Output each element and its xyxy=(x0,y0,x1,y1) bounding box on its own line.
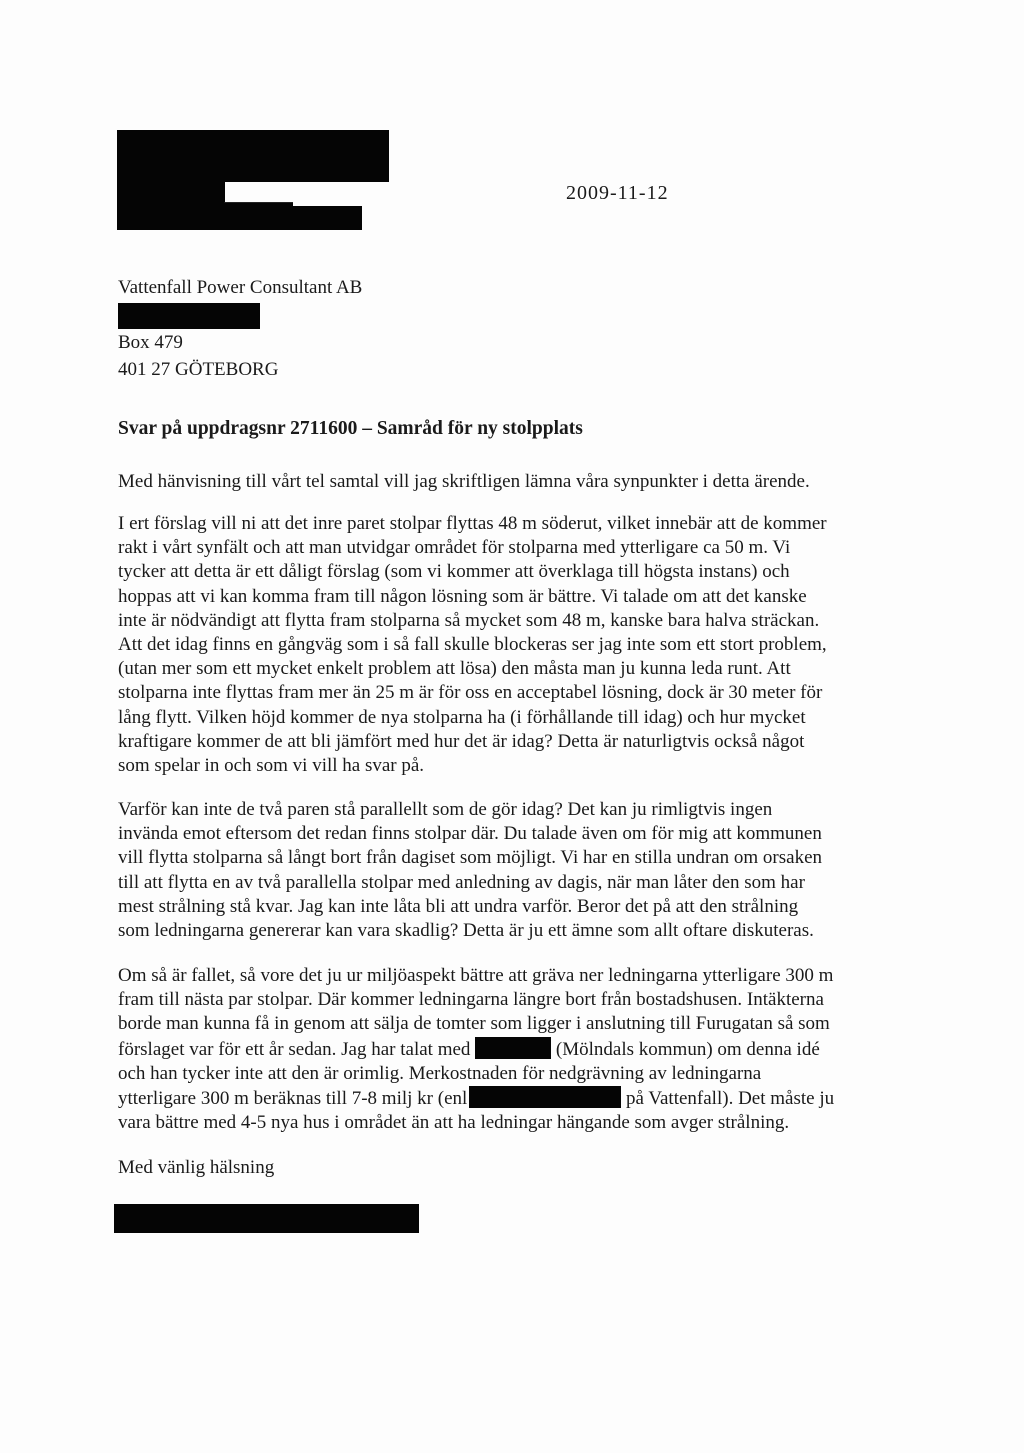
redacted-person-name xyxy=(469,1086,621,1108)
text-line: och han tycker inte att den är orimlig. Merkostnaden för nedgrävning av ledningarna xyxy=(118,1062,762,1084)
redacted-person-name xyxy=(475,1037,551,1059)
text-line: (utan mer som ett mycket enkelt problem att lösa) den måsta man ju kunna leda runt. Att xyxy=(118,658,791,680)
text-line: fram till nästa par stolpar. Där kommer ledningarna längre bort från bostadshusen. Intäkterna xyxy=(118,989,824,1011)
intro-paragraph xyxy=(118,470,908,494)
text-line: lång flytt. Vilken höjd kommer de nya stolparna ha (i förhållande till idag) och hur mycket xyxy=(118,706,806,728)
text-line: Om så är fallet, så vore det ju ur miljöaspekt bättre att gräva ner ledningarna ytterligare 300 m xyxy=(118,965,834,986)
redacted-recipient-contact xyxy=(118,303,260,329)
text-line: som spelar in och som vi vill ha svar på. xyxy=(118,755,425,777)
text-segment: förslaget var för ett år sedan. Jag har talat med xyxy=(118,1038,471,1060)
text-line: stolparna inte flyttas fram mer än 25 m är för oss en acceptabel lösning, dock är 30 meter för xyxy=(118,682,823,704)
intro-line: Med hänvisning till vårt tel samtal vill jag skriftligen lämna våra synpunkter i detta ärende. xyxy=(118,471,810,492)
text-line: till att flytta en av två parallella stolpar med anledning av dagis, när man låter den som har xyxy=(118,871,805,893)
recipient-company: Vattenfall Power Consultant AB xyxy=(118,277,363,298)
text-line: I ert förslag vill ni att det inre paret stolpar flyttas 48 m söderut, vilket innebär att de kommer xyxy=(118,513,827,534)
paragraph-3 xyxy=(118,964,908,1135)
text-line: hoppas att vi kan komma fram till någon lösning som är bättre. Vi talade om att det kanske xyxy=(118,585,807,607)
redacted-sender-address xyxy=(117,130,389,230)
text-line: tycker att detta är ett dåligt förslag (som vi kommer att överklaga till högsta instans) och xyxy=(118,561,790,583)
text-line xyxy=(118,1086,908,1111)
text-line xyxy=(118,1037,908,1062)
recipient-city: 401 27 GÖTEBORG xyxy=(118,359,279,380)
text-line: borde man kunna få in genom att sälja de tomter som ligger i anslutning till Furugatan så som xyxy=(118,1013,830,1035)
text-line: rakt i vårt synfält och att man utvidgar området för stolparna med ytterligare ca 50 m. Vi xyxy=(118,537,791,559)
text-line: mest strålning stå kvar. Jag kan inte låta bli att undra varför. Beror det på att den strålning xyxy=(118,895,799,917)
recipient-address xyxy=(118,274,362,383)
redacted-signature xyxy=(114,1204,419,1233)
closing-salutation: Med vänlig hälsning xyxy=(118,1157,275,1178)
paragraph-1 xyxy=(118,512,908,778)
text-segment: (Mölndals kommun) om denna idé xyxy=(555,1038,820,1060)
text-line: vill flytta stolparna så långt bort från dagiset som möjligt. Vi har en stilla undran om orsaken xyxy=(118,847,823,869)
recipient-box: Box 479 xyxy=(118,332,183,353)
text-line: invända emot eftersom det redan finns stolpar där. Du talade även om för mig att kommunen xyxy=(118,823,822,845)
text-line: kraftigare kommer de att bli jämfört med hur det är idag? Detta är naturligtvis också något xyxy=(118,730,805,752)
paragraph-2 xyxy=(118,798,908,943)
text-segment: på Vattenfall). Det måste ju xyxy=(626,1088,835,1110)
text-line: vara bättre med 4-5 nya hus i området än att ha ledningar hängande som avger strålning. xyxy=(118,1112,790,1134)
text-line: inte är nödvändigt att flytta fram stolparna så mycket som 48 m, kanske bara halva sträckan. xyxy=(118,609,820,631)
text-segment: ytterligare 300 m beräknas till 7-8 milj kr (enl xyxy=(118,1088,468,1110)
letter-date: 2009-11-12 xyxy=(566,182,669,204)
text-line: som ledningarna genererar kan vara skadlig? Detta är ju ett ämne som allt oftare diskuteras. xyxy=(118,920,814,942)
text-line: Varför kan inte de två paren stå parallellt som de gör idag? Det kan ju rimligtvis ingen xyxy=(118,799,773,820)
letter-subject: Svar på uppdragsnr 2711600 – Samråd för ny stolpplats xyxy=(118,418,583,439)
text-line: Att det idag finns en gångväg som i så fall skulle blockeras ser jag inte som ett stort problem, xyxy=(118,634,827,656)
